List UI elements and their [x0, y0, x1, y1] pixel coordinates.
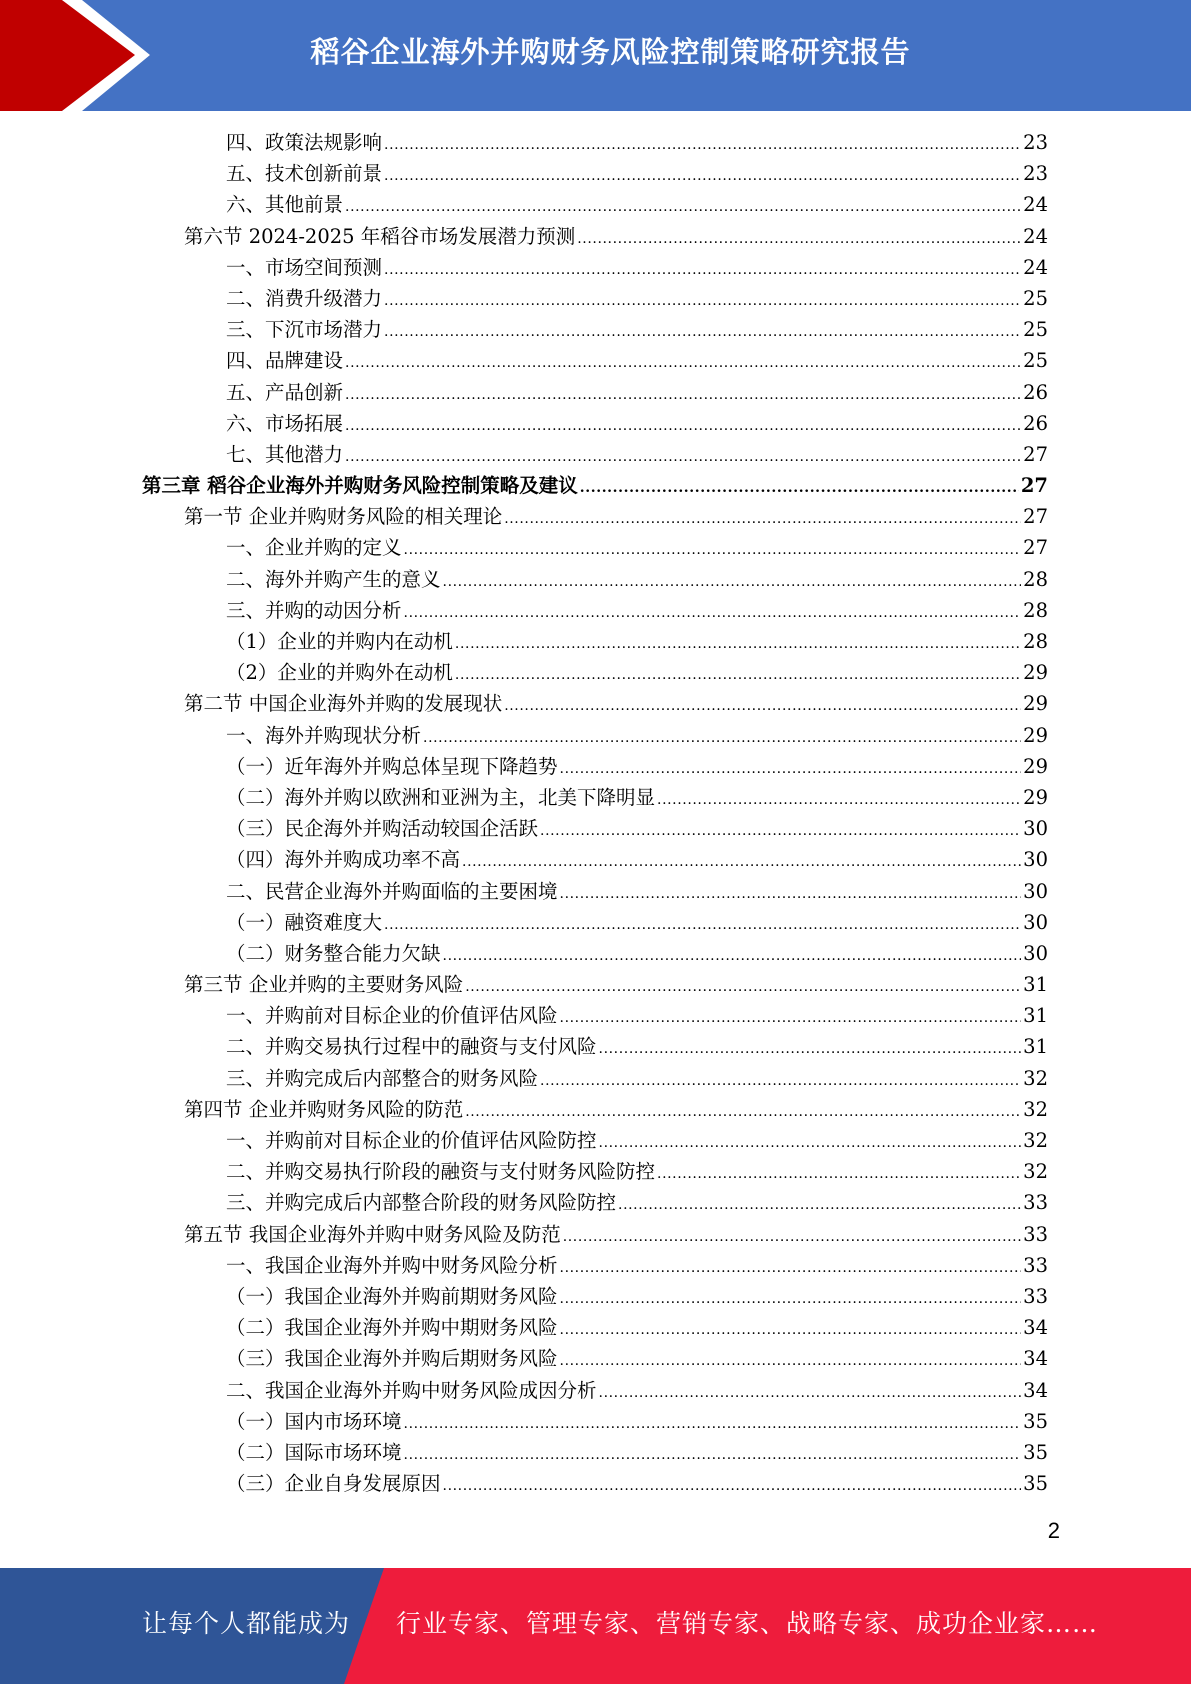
toc-entry[interactable]: [142, 1063, 1048, 1094]
toc-entry-title: （1）企业的并购内在动机: [226, 630, 453, 653]
toc-entry[interactable]: [142, 626, 1048, 657]
toc-entry-title: 六、其他前景: [226, 193, 344, 217]
toc-entry-title: 二、民营企业海外并购面临的主要困境: [226, 879, 558, 903]
toc-dot-leader: [560, 1315, 1022, 1346]
toc-dot-leader: [563, 1222, 1021, 1253]
toc-entry-page: 26: [1023, 380, 1048, 404]
toc-entry-title: 二、并购交易执行过程中的融资与支付风险: [226, 1035, 597, 1059]
toc-entry-title: 第一节 企业并购财务风险的相关理论: [184, 505, 503, 529]
toc-entry[interactable]: [142, 127, 1048, 158]
toc-dot-leader: [560, 754, 1022, 785]
toc-entry-page: 33: [1023, 1191, 1048, 1215]
toc-dot-leader: [504, 691, 1021, 722]
toc-entry-page: 31: [1023, 1035, 1048, 1059]
toc-dot-leader: [443, 941, 1022, 972]
toc-entry[interactable]: [142, 595, 1048, 626]
toc-entry-title: （二）海外并购以欧洲和亚洲为主，北美下降明显: [226, 785, 656, 809]
toc-entry-page: 24: [1023, 224, 1048, 248]
toc-entry-title: 二、海外并购产生的意义: [226, 567, 441, 591]
toc-dot-leader: [599, 1378, 1022, 1409]
toc-dot-leader: [345, 380, 1021, 411]
toc-entry-page: 30: [1023, 817, 1048, 841]
toc-dot-leader: [404, 535, 1022, 566]
toc-entry[interactable]: [142, 1125, 1048, 1156]
toc-entry-page: 32: [1023, 1097, 1048, 1121]
toc-dot-leader: [560, 1284, 1022, 1315]
toc-entry-page: 25: [1023, 318, 1048, 342]
toc-entry-title: （三）企业自身发展原因: [226, 1472, 441, 1496]
toc-entry[interactable]: [142, 688, 1048, 719]
toc-entry-page: 30: [1023, 941, 1048, 965]
toc-entry[interactable]: [142, 221, 1048, 252]
toc-dot-leader: [580, 473, 1019, 504]
toc-entry[interactable]: [142, 501, 1048, 532]
toc-dot-leader: [455, 629, 1021, 660]
toc-entry-title: 三、并购完成后内部整合的财务风险: [226, 1066, 539, 1090]
toc-entry-page: 32: [1023, 1066, 1048, 1090]
toc-entry-title: 五、产品创新: [226, 380, 344, 404]
toc-entry[interactable]: [142, 1000, 1048, 1031]
toc-dot-leader: [560, 879, 1022, 910]
toc-entry-page: 33: [1023, 1222, 1048, 1246]
toc-dot-leader: [404, 598, 1022, 629]
toc-entry-title: （一）国内市场环境: [226, 1409, 402, 1433]
toc-entry-title: 五、技术创新前景: [226, 162, 383, 186]
toc-entry-title: （四）海外并购成功率不高: [226, 848, 461, 872]
toc-dot-leader: [345, 442, 1021, 473]
toc-entry[interactable]: [142, 314, 1048, 345]
toc-dot-leader: [345, 348, 1021, 379]
toc-entry-page: 30: [1023, 879, 1048, 903]
toc-dot-leader: [443, 1471, 1022, 1502]
toc-entry[interactable]: [142, 657, 1048, 688]
toc-entry-title: 一、并购前对目标企业的价值评估风险: [226, 1004, 558, 1028]
toc-entry[interactable]: [142, 564, 1048, 595]
toc-entry-title: 三、并购完成后内部整合阶段的财务风险防控: [226, 1191, 617, 1215]
toc-entry-title: 第五节 我国企业海外并购中财务风险及防范: [184, 1222, 561, 1246]
toc-entry[interactable]: [142, 1281, 1048, 1312]
footer-slogan-right: 行业专家、管理专家、营销专家、战略专家、成功企业家……: [396, 1609, 1099, 1638]
toc-entry-title: 一、我国企业海外并购中财务风险分析: [226, 1253, 558, 1277]
toc-entry-page: 23: [1023, 131, 1048, 154]
toc-entry-title: 二、消费升级潜力: [226, 286, 383, 310]
toc-entry-title: 七、其他潜力: [226, 442, 344, 466]
toc-entry[interactable]: [142, 1437, 1048, 1468]
toc-dot-leader: [384, 255, 1021, 286]
toc-entry-page: 32: [1023, 1129, 1048, 1152]
toc-entry[interactable]: [142, 751, 1048, 782]
toc-entry-page: 23: [1023, 162, 1048, 186]
toc-dot-leader: [423, 723, 1021, 754]
toc-entry-title: 四、品牌建设: [226, 349, 344, 373]
toc-entry-title: （一）融资难度大: [226, 910, 383, 934]
toc-entry-title: （2）企业的并购外在动机: [226, 661, 453, 685]
toc-entry-page: 28: [1023, 567, 1048, 591]
toc-entry-title: 三、并购的动因分析: [226, 598, 402, 622]
toc-entry-page: 35: [1023, 1472, 1048, 1496]
toc-entry-title: （二）我国企业海外并购中期财务风险: [226, 1316, 558, 1340]
toc-entry-page: 29: [1023, 692, 1048, 716]
toc-dot-leader: [618, 1190, 1021, 1221]
toc-entry-title: （一）近年海外并购总体呈现下降趋势: [226, 754, 558, 778]
toc-dot-leader: [465, 1097, 1021, 1128]
toc-dot-leader: [560, 1003, 1022, 1034]
toc-dot-leader: [384, 161, 1021, 192]
toc-entry[interactable]: [142, 470, 1048, 501]
toc-entry-page: 26: [1023, 411, 1048, 435]
toc-entry[interactable]: [142, 1219, 1048, 1250]
toc-dot-leader: [384, 130, 1021, 161]
toc-entry-page: 24: [1023, 255, 1048, 279]
toc-entry-page: 34: [1023, 1378, 1048, 1402]
toc-entry[interactable]: [142, 1406, 1048, 1437]
toc-entry[interactable]: [142, 969, 1048, 1000]
toc-entry-page: 24: [1023, 193, 1048, 217]
toc-entry[interactable]: [142, 1187, 1048, 1218]
toc-entry-title: 第四节 企业并购财务风险的防范: [184, 1097, 464, 1121]
toc-dot-leader: [384, 910, 1021, 941]
toc-dot-leader: [345, 192, 1021, 223]
toc-entry[interactable]: [142, 720, 1048, 751]
toc-entry-page: 30: [1023, 848, 1048, 872]
toc-entry[interactable]: [142, 1031, 1048, 1062]
toc-entry-page: 35: [1023, 1409, 1048, 1433]
toc-entry-title: （一）我国企业海外并购前期财务风险: [226, 1284, 558, 1308]
toc-entry[interactable]: [142, 158, 1048, 189]
toc-dot-leader: [345, 411, 1021, 442]
toc-entry-title: （二）财务整合能力欠缺: [226, 941, 441, 965]
toc-entry-page: 29: [1023, 661, 1048, 685]
toc-entry-title: 四、政策法规影响: [226, 131, 383, 154]
toc-entry[interactable]: [142, 283, 1048, 314]
toc-dot-leader: [599, 1128, 1022, 1159]
toc-entry[interactable]: [142, 876, 1048, 907]
toc-dot-leader: [540, 1066, 1021, 1097]
footer-slogan-left: 让每个人都能成为: [142, 1609, 351, 1638]
toc-entry-page: 28: [1023, 630, 1048, 653]
header-banner: [0, 0, 1191, 111]
toc-entry-page: 25: [1023, 349, 1048, 373]
toc-entry[interactable]: [142, 1375, 1048, 1406]
toc-entry-page: 34: [1023, 1347, 1048, 1371]
toc-entry[interactable]: [142, 1250, 1048, 1281]
toc-entry-title: 第三节 企业并购的主要财务风险: [184, 973, 464, 997]
report-title: 稻谷企业海外并购财务风险控制策略研究报告: [310, 34, 911, 69]
toc-entry-title: （三）民企海外并购活动较国企活跃: [226, 817, 539, 841]
toc-dot-leader: [560, 1253, 1022, 1284]
toc-entry-page: 31: [1023, 973, 1048, 997]
toc-entry[interactable]: [142, 252, 1048, 283]
footer-banner: [0, 1568, 1191, 1684]
toc-dot-leader: [462, 847, 1021, 878]
toc-entry[interactable]: [142, 782, 1048, 813]
toc-entry-title: （二）国际市场环境: [226, 1440, 402, 1464]
toc-entry-page: 29: [1023, 723, 1048, 747]
toc-entry-page: 32: [1023, 1160, 1048, 1184]
toc-dot-leader: [577, 224, 1021, 255]
toc-entry-page: 30: [1023, 910, 1048, 934]
toc-entry-page: 33: [1023, 1253, 1048, 1277]
toc-dot-leader: [465, 972, 1021, 1003]
toc-entry[interactable]: [142, 189, 1048, 220]
toc-entry-title: 第六节 2024-2025 年稻谷市场发展潜力预测: [184, 224, 576, 248]
toc-dot-leader: [455, 660, 1021, 691]
toc-dot-leader: [404, 1440, 1022, 1471]
toc-dot-leader: [657, 1159, 1021, 1190]
toc-entry-title: 一、市场空间预测: [226, 255, 383, 279]
toc-entry[interactable]: [142, 345, 1048, 376]
toc-entry[interactable]: [142, 1468, 1048, 1499]
toc-entry[interactable]: [142, 408, 1048, 439]
toc-dot-leader: [657, 785, 1021, 816]
toc-entry-title: 第三章 稻谷企业海外并购财务风险控制策略及建议: [142, 474, 578, 498]
toc-entry-page: 27: [1023, 442, 1048, 466]
toc-entry[interactable]: [142, 532, 1048, 563]
toc-entry[interactable]: [142, 1343, 1048, 1374]
toc-entry[interactable]: [142, 1094, 1048, 1125]
toc-entry[interactable]: [142, 377, 1048, 408]
toc-dot-leader: [599, 1034, 1022, 1065]
toc-dot-leader: [384, 286, 1021, 317]
toc-entry-page: 27: [1020, 474, 1048, 498]
toc-dot-leader: [443, 567, 1022, 598]
toc-entry-page: 29: [1023, 754, 1048, 778]
toc-entry[interactable]: [142, 813, 1048, 844]
toc-entry-title: 一、企业并购的定义: [226, 536, 402, 560]
toc-entry-page: 27: [1023, 505, 1048, 529]
toc-entry[interactable]: [142, 907, 1048, 938]
toc-entry-page: 29: [1023, 785, 1048, 809]
toc-entry-title: 一、海外并购现状分析: [226, 723, 422, 747]
toc-dot-leader: [384, 317, 1021, 348]
toc-dot-leader: [504, 504, 1021, 535]
toc-entry-page: 33: [1023, 1284, 1048, 1308]
page-number: 2: [1047, 1518, 1060, 1543]
toc-dot-leader: [404, 1409, 1022, 1440]
toc-dot-leader: [560, 1346, 1022, 1377]
toc-entry-title: 一、并购前对目标企业的价值评估风险防控: [226, 1129, 597, 1152]
toc-entry[interactable]: [142, 1312, 1048, 1343]
toc-entry-page: 31: [1023, 1004, 1048, 1028]
toc-entry-title: （三）我国企业海外并购后期财务风险: [226, 1347, 558, 1371]
toc-entry-title: 二、并购交易执行阶段的融资与支付财务风险防控: [226, 1160, 656, 1184]
toc-entry[interactable]: [142, 439, 1048, 470]
toc-dot-leader: [540, 816, 1021, 847]
toc-entry-page: 25: [1023, 286, 1048, 310]
toc-entry[interactable]: [142, 1156, 1048, 1187]
toc-entry-title: 第二节 中国企业海外并购的发展现状: [184, 692, 503, 716]
toc-entry-title: 二、我国企业海外并购中财务风险成因分析: [226, 1378, 597, 1402]
table-of-contents: [142, 127, 1048, 1499]
toc-entry[interactable]: [142, 844, 1048, 875]
toc-entry[interactable]: [142, 938, 1048, 969]
toc-entry-page: 35: [1023, 1440, 1048, 1464]
toc-entry-page: 28: [1023, 598, 1048, 622]
toc-entry-title: 六、市场拓展: [226, 411, 344, 435]
toc-entry-title: 三、下沉市场潜力: [226, 318, 383, 342]
toc-entry-page: 27: [1023, 536, 1048, 560]
toc-entry-page: 34: [1023, 1316, 1048, 1340]
